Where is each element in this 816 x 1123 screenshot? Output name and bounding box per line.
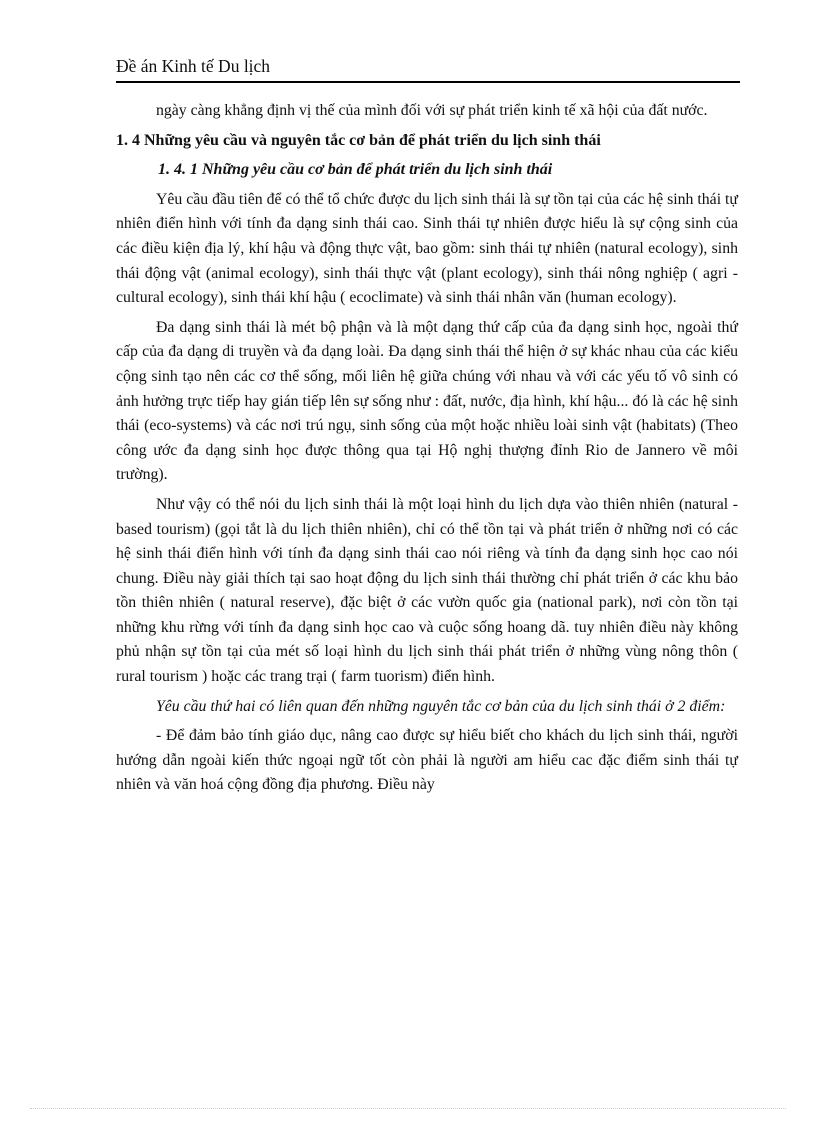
intro-paragraph: ngày càng khẳng định vị thế của mình đối với sự phát triển kinh tế xã hội của đất nước. [156, 102, 708, 119]
paragraph-3: Như vậy có thể nói du lịch sinh thái là một loại hình du lịch dựa vào thiên nhiên (natural - based tourism) (gọi tắt là du lịch thiên nhiên), chỉ có thể tồn tại và phát triển ở những nơi có các hệ sinh thái điển hình với tính đa dạng sinh thái cao nói riêng và tính đa dạng sinh học cao nói chung. Điều này giải thích tại sao hoạt động du lịch sinh thái thường chỉ phát triển ở các khu bảo tồn thiên nhiên ( natural reserve), đặc biệt ở các vườn quốc gia (national park), nơi còn tồn tại những khu rừng với tính đa dạng sinh học cao và cuộc sống hoang dã. tuy nhiên điều này không phủ nhận sự tồn tại của mét số loại hình du lịch sinh thái phát triển ở những vùng nông thôn ( rural tourism ) hoặc các trang trại ( farm tuorism) điển hình. [116, 495, 738, 686]
section-heading-1-4: 1. 4 Những yêu cầu và nguyên tắc cơ bản để phát triển du lịch sinh thái [116, 131, 601, 149]
paragraph-4: Yêu cầu thứ hai có liên quan đến những nguyên tắc cơ bản của du lịch sinh thái ở 2 điểm: [156, 697, 726, 715]
footer-divider [30, 1108, 786, 1109]
paragraph-1: Yêu cầu đầu tiên để có thể tổ chức được du lịch sinh thái là sự tồn tại của các hệ sinh thái tự nhiên điển hình với tính đa dạng sinh thái cao. Sinh thái tự nhiên được hiểu là sự cộng sinh của các điều kiện địa lý, khí hậu và động thực vật, bao gồm: sinh thái tự nhiên (natural ecology), sinh thái động vật (animal ecology), sinh thái thực vật (plant ecology), sinh thái nông nghiệp ( agri - cultural ecology), sinh thái khí hậu ( ecoclimate) và sinh thái nhân văn (human ecology). [116, 190, 738, 307]
page-header [116, 54, 740, 83]
header-title: Đề án Kinh tế Du lịch [116, 56, 271, 76]
paragraph-5: - Để đảm bảo tính giáo dục, nâng cao được sự hiểu biết cho khách du lịch sinh thái, người hướng dẫn ngoài kiến thức ngoại ngữ tốt còn phải là người am hiểu cac đặc điểm sinh thái tự nhiên và văn hoá cộng đồng địa phương. Điều này [116, 727, 738, 794]
subsection-heading-1-4-1: 1. 4. 1 Những yêu cầu cơ bản để phát triển du lịch sinh thái [158, 161, 553, 179]
document-body [116, 99, 738, 803]
paragraph-2: Đa dạng sinh thái là mét bộ phận và là một dạng thứ cấp của đa dạng sinh học, ngoài thứ cấp của đa dạng di truyền và đa dạng loài. Đa dạng sinh thái thể hiện ở sự khác nhau của các kiểu cộng sinh tạo nên các cơ thể sống, mối liên hệ giữa chúng với nhau và với các yếu tố vô sinh có ảnh hưởng trực tiếp hay gián tiếp lên sự sống như : đất, nước, địa hình, khí hậu... đó là các hệ sinh thái (eco-systems) và các nơi trú ngụ, sinh sống của một hoặc nhiều loài sinh vật (habitats) (Theo công ước đa dạng sinh học được thông qua tại Hộ nghị thượng đỉnh Rio de Jannero về môi trường). [116, 318, 738, 484]
